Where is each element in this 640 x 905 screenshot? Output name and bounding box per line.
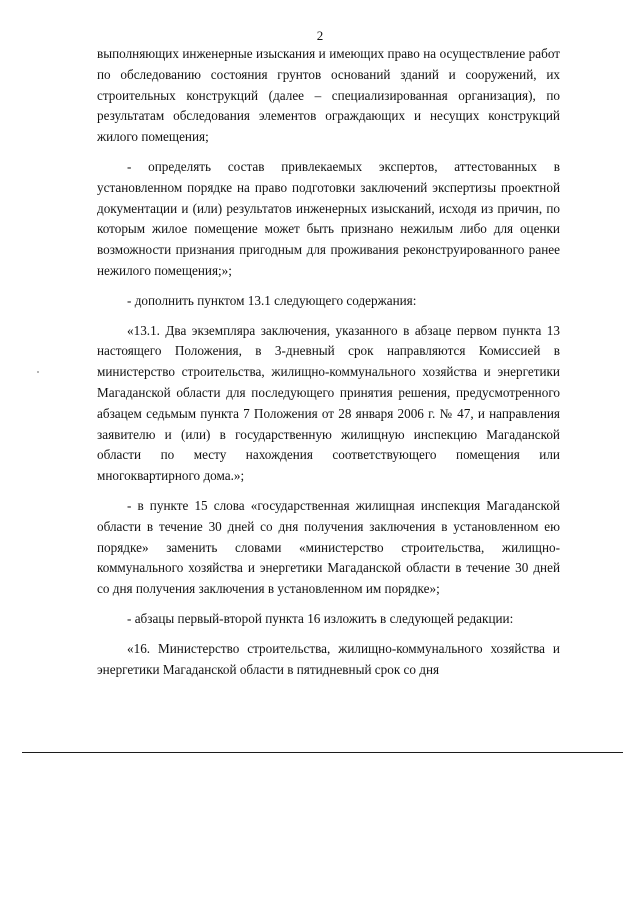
- paragraph-experts: - определять состав привлекаемых экспертов, аттестованных в установленном порядке на право подготовки заключений экспертизы проектной документации и (или) результатов инженерных изысканий, исходя из причин, по которым жилое помещение может быть признано нежилым либо для оценки возможности признания пригодным для проживания реконструированного ранее нежилого помещения;»;: [97, 158, 560, 278]
- paragraph-continuation: выполняющих инженерные изыскания и имеющих право на осуществление работ по обследованию состояния грунтов оснований зданий и сооружений, их строительных конструкций (далее – специализированная организация), по результатам обследования элементов ограждающих и несущих конструкций жилого помещения;: [97, 46, 560, 145]
- paragraph-item-16-intro: - абзацы первый-второй пункта 16 изложить в следующей редакции:: [127, 610, 514, 626]
- paragraph-add-13-1: - дополнить пунктом 13.1 следующего содержания:: [127, 292, 417, 308]
- paragraph-item-16: «16. Министерство строительства, жилищно-коммунального хозяйства и энергетики Магаданской области в пятидневный срок со дня: [97, 640, 560, 677]
- paragraph-item-15: - в пункте 15 слова «государственная жилищная инспекция Магаданской области в течение 30 дней со дня получения заключения в установленном ею порядке» заменить словами «министерство строительства, жилищно-коммунального хозяйства и энергетики Магаданской области в течение 30 дней со дня получения заключения в установленном им порядке»;: [97, 497, 560, 597]
- page-bottom-rule: [22, 752, 623, 753]
- page-number: 2: [316, 28, 324, 43]
- scan-speck: [37, 371, 39, 373]
- document-body: [97, 44, 560, 680]
- paragraph-13-1: «13.1. Два экземпляра заключения, указанного в абзаце первом пункта 13 настоящего Положения, в 3-дневный срок направляются Комиссией в министерство строительства, жилищно-коммунального хозяйства и энергетики Магаданской области для последующего принятия решения, предусмотренного абзацем седьмым пункта 7 Положения от 28 января 2006 г. № 47, и направления заявителю и (или) в государственную жилищную инспекцию Магаданской области по месту нахождения соответствующего помещения или многоквартирного дома.»;: [97, 322, 560, 484]
